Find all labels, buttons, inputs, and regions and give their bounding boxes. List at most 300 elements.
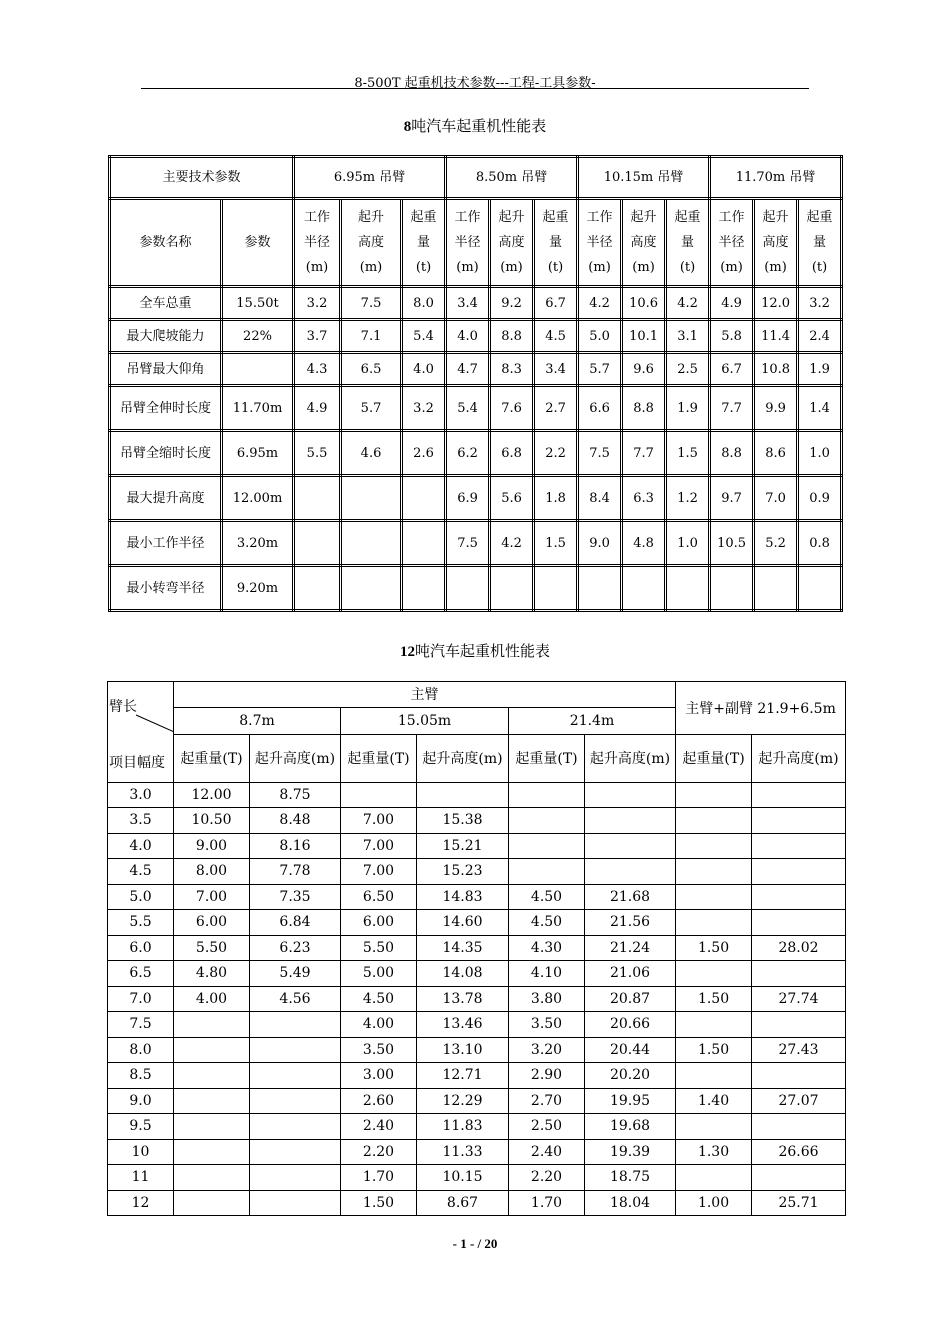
row-param: 11.70m [222,386,294,431]
value-cell: 5.5 [294,431,341,476]
value-cell [402,566,446,611]
value-cell [676,1063,752,1089]
table-row [110,476,842,521]
value-cell [752,884,846,910]
value-cell: 4.00 [341,1012,417,1038]
radius-cell: 8.5 [108,1063,174,1089]
value-cell [509,859,585,885]
value-cell: 4.9 [294,386,341,431]
radius-cell: 3.5 [108,808,174,834]
value-cell: 1.9 [798,353,842,386]
value-cell: 6.50 [341,884,417,910]
subheader-line: 起升 [358,210,385,225]
value-cell: 2.40 [341,1114,417,1140]
value-cell: 5.7 [578,353,622,386]
subheader-line: 半径 [304,235,331,250]
value-cell: 7.7 [622,431,666,476]
value-cell: 7.6 [490,386,534,431]
value-cell: 10.8 [754,353,798,386]
value-cell [341,782,417,808]
subheader-cell [446,199,490,287]
subheader-cell [622,199,666,287]
value-cell: 26.66 [752,1139,846,1165]
value-cell: 2.90 [509,1063,585,1089]
value-cell: 4.3 [294,353,341,386]
subheader-line: 半径 [718,235,745,250]
value-cell [294,566,341,611]
value-cell: 2.2 [534,431,578,476]
value-cell: 12.29 [417,1088,509,1114]
value-cell: 4.6 [341,431,402,476]
value-cell: 20.20 [585,1063,676,1089]
radius-cell: 6.0 [108,935,174,961]
value-cell: 0.9 [798,476,842,521]
subheader-line: 半径 [454,235,481,250]
value-cell: 2.50 [509,1114,585,1140]
subheader-cell [710,199,754,287]
subheader-cell [534,199,578,287]
value-cell: 1.50 [676,986,752,1012]
value-cell: 21.06 [585,961,676,987]
value-cell: 5.4 [446,386,490,431]
row-name: 最大爬坡能力 [110,320,222,353]
value-cell: 6.6 [578,386,622,431]
value-cell: 13.46 [417,1012,509,1038]
crane-12t-table [107,681,846,1216]
table-row [110,521,842,566]
table-row [108,808,846,834]
load-header: 起重量(T) [174,734,250,782]
value-cell: 8.67 [417,1190,509,1216]
value-cell [174,1139,250,1165]
value-cell: 28.02 [752,935,846,961]
value-cell: 7.5 [446,521,490,566]
value-cell [752,833,846,859]
value-cell: 13.78 [417,986,509,1012]
subheader-line: 起重 [410,210,437,225]
value-cell: 5.00 [341,961,417,987]
value-cell [676,961,752,987]
radius-cell: 12 [108,1190,174,1216]
row-name: 最大提升高度 [110,476,222,521]
value-cell: 4.56 [250,986,341,1012]
value-cell: 8.48 [250,808,341,834]
value-cell: 25.71 [752,1190,846,1216]
value-cell: 3.4 [534,353,578,386]
value-cell: 12.71 [417,1063,509,1089]
value-cell [250,1063,341,1089]
crane-8t-table [108,155,843,612]
value-cell: 9.6 [622,353,666,386]
value-cell [250,1114,341,1140]
value-cell: 9.00 [174,833,250,859]
load-header: 起重量(T) [676,734,752,782]
value-cell: 4.00 [174,986,250,1012]
subheader-cell [666,199,710,287]
value-cell: 8.0 [402,287,446,320]
table2-title-text: 吨汽车起重机性能表 [414,642,550,660]
value-cell [585,859,676,885]
value-cell: 1.50 [676,1037,752,1063]
value-cell: 6.7 [710,353,754,386]
subheader-line: 工作 [304,210,331,225]
value-cell: 5.50 [174,935,250,961]
value-cell: 18.04 [585,1190,676,1216]
value-cell: 4.30 [509,935,585,961]
radius-cell: 5.0 [108,884,174,910]
value-cell: 4.0 [446,320,490,353]
subheader-line: 工作 [586,210,613,225]
value-cell [174,1037,250,1063]
value-cell: 2.20 [509,1165,585,1191]
row-name: 最小工作半径 [110,521,222,566]
value-cell: 14.83 [417,884,509,910]
value-cell [676,859,752,885]
value-cell: 2.5 [666,353,710,386]
subheader-line: (m) [588,260,611,275]
value-cell: 2.6 [402,431,446,476]
subheader-line: (t) [811,260,828,275]
radius-cell: 9.0 [108,1088,174,1114]
value-cell [752,910,846,936]
value-cell [250,1139,341,1165]
row-name: 吊臂全伸时长度 [110,386,222,431]
value-cell [294,521,341,566]
value-cell: 8.6 [754,431,798,476]
subheader-line: 高度 [498,235,525,250]
value-cell: 1.00 [676,1190,752,1216]
subheader-cell [294,199,341,287]
value-cell: 4.10 [509,961,585,987]
value-cell [585,808,676,834]
value-cell [676,910,752,936]
value-cell [250,1037,341,1063]
subheader-line: 高度 [358,235,385,250]
subheader-line: (m) [764,260,787,275]
value-cell: 7.1 [341,320,402,353]
value-cell: 3.00 [341,1063,417,1089]
row-param: 9.20m [222,566,294,611]
subheader-line: (t) [547,260,564,275]
subheader-line: 高度 [630,235,657,250]
value-cell: 9.0 [578,521,622,566]
value-cell: 12.0 [754,287,798,320]
value-cell: 4.2 [578,287,622,320]
table-row [108,1037,846,1063]
value-cell: 1.70 [509,1190,585,1216]
subheader-line: 起升 [498,210,525,225]
table-row [108,1012,846,1038]
value-cell: 8.8 [490,320,534,353]
radius-cell: 10 [108,1139,174,1165]
length-header-1: 8.7m [174,707,341,734]
value-cell: 10.50 [174,808,250,834]
value-cell [752,1063,846,1089]
radius-cell: 7.0 [108,986,174,1012]
value-cell: 19.39 [585,1139,676,1165]
value-cell [509,782,585,808]
table-row [108,961,846,987]
subheader-line: 起升 [630,210,657,225]
value-cell: 8.3 [490,353,534,386]
boom-header-3: 10.15m 吊臂 [578,157,710,199]
value-cell: 3.7 [294,320,341,353]
value-cell: 7.00 [341,808,417,834]
value-cell: 2.70 [509,1088,585,1114]
main-boom-header: 主臂 [174,682,676,708]
value-cell [250,1012,341,1038]
subheader-line: (m) [456,260,479,275]
value-cell: 5.0 [578,320,622,353]
table-row [108,884,846,910]
value-cell: 1.50 [676,935,752,961]
subheader-line: 起升 [762,210,789,225]
table-row [108,910,846,936]
subheader-line: (t) [679,260,696,275]
row-name: 最小转弯半径 [110,566,222,611]
value-cell: 5.8 [710,320,754,353]
subheader-cell [578,199,622,287]
value-cell [402,521,446,566]
value-cell: 4.5 [534,320,578,353]
value-cell [676,884,752,910]
value-cell [676,1114,752,1140]
value-cell: 10.5 [710,521,754,566]
value-cell [798,566,842,611]
value-cell: 3.50 [509,1012,585,1038]
table-row [108,1190,846,1216]
header-rule [141,88,809,89]
table-row [108,935,846,961]
value-cell: 3.1 [666,320,710,353]
value-cell [174,1088,250,1114]
table-row [110,320,842,353]
value-cell [341,476,402,521]
value-cell [294,476,341,521]
value-cell: 14.08 [417,961,509,987]
value-cell: 4.50 [341,986,417,1012]
table-row [110,431,842,476]
value-cell: 1.70 [341,1165,417,1191]
value-cell: 1.4 [798,386,842,431]
value-cell: 6.8 [490,431,534,476]
radius-cell: 3.0 [108,782,174,808]
corner-cell [108,682,174,783]
table-row [108,1088,846,1114]
value-cell [676,1165,752,1191]
value-cell: 4.8 [622,521,666,566]
value-cell: 6.84 [250,910,341,936]
value-cell [585,833,676,859]
subheader-line: 起重 [674,210,701,225]
value-cell [509,833,585,859]
value-cell: 4.0 [402,353,446,386]
value-cell: 14.35 [417,935,509,961]
table-row [108,1165,846,1191]
value-cell: 2.40 [509,1139,585,1165]
value-cell: 6.00 [174,910,250,936]
table-row [110,566,842,611]
value-cell [752,782,846,808]
subheader-line: 起重 [806,210,833,225]
value-cell: 19.95 [585,1088,676,1114]
value-cell: 2.60 [341,1088,417,1114]
value-cell: 9.9 [754,386,798,431]
row-name: 吊臂最大仰角 [110,353,222,386]
subheader-line: 量 [813,235,827,250]
radius-cell: 4.5 [108,859,174,885]
value-cell [509,808,585,834]
value-cell [578,566,622,611]
row-param: 12.00m [222,476,294,521]
value-cell: 14.60 [417,910,509,936]
value-cell: 3.20 [509,1037,585,1063]
table-row [108,1139,846,1165]
value-cell: 20.87 [585,986,676,1012]
subheader-cell [798,199,842,287]
value-cell: 7.00 [341,859,417,885]
value-cell: 4.2 [666,287,710,320]
value-cell [676,833,752,859]
value-cell: 3.80 [509,986,585,1012]
value-cell: 1.2 [666,476,710,521]
subheader-line: 半径 [586,235,613,250]
value-cell: 10.15 [417,1165,509,1191]
row-name: 全车总重 [110,287,222,320]
value-cell: 2.20 [341,1139,417,1165]
load-header: 起重量(T) [509,734,585,782]
radius-cell: 9.5 [108,1114,174,1140]
value-cell: 7.78 [250,859,341,885]
subheader-line: (m) [500,260,523,275]
subheader-cell [402,199,446,287]
value-cell: 2.4 [798,320,842,353]
radius-cell: 5.5 [108,910,174,936]
table1-title-number: 8 [403,119,412,135]
value-cell: 4.7 [446,353,490,386]
table-row [108,986,846,1012]
subheader-line: (t) [415,260,432,275]
value-cell: 1.5 [534,521,578,566]
boom-header-2: 8.50m 吊臂 [446,157,578,199]
value-cell: 6.5 [341,353,402,386]
value-cell: 11.83 [417,1114,509,1140]
value-cell: 5.49 [250,961,341,987]
value-cell: 0.8 [798,521,842,566]
row-param [222,353,294,386]
value-cell [752,1012,846,1038]
table1-title [0,115,950,136]
table-row [110,353,842,386]
param-header: 参数 [222,199,294,287]
value-cell [710,566,754,611]
value-cell: 1.0 [798,431,842,476]
value-cell: 3.2 [798,287,842,320]
value-cell: 10.6 [622,287,666,320]
value-cell: 6.00 [341,910,417,936]
value-cell [174,1190,250,1216]
value-cell: 8.75 [250,782,341,808]
length-header-2: 15.05m [341,707,509,734]
value-cell: 1.30 [676,1139,752,1165]
value-cell: 15.23 [417,859,509,885]
value-cell: 6.9 [446,476,490,521]
row-param: 22% [222,320,294,353]
value-cell: 3.2 [294,287,341,320]
value-cell: 7.00 [341,833,417,859]
value-cell: 3.4 [446,287,490,320]
value-cell [250,1190,341,1216]
subheader-line: (m) [720,260,743,275]
value-cell: 2.7 [534,386,578,431]
table-row [108,782,846,808]
value-cell: 10.1 [622,320,666,353]
value-cell [341,566,402,611]
value-cell [174,1114,250,1140]
value-cell: 21.68 [585,884,676,910]
subheader-line: (m) [359,260,383,275]
corner-bottom-label: 项目幅度 [109,754,165,771]
value-cell: 8.16 [250,833,341,859]
value-cell [417,782,509,808]
value-cell: 5.50 [341,935,417,961]
value-cell [534,566,578,611]
value-cell [250,1088,341,1114]
value-cell: 8.8 [710,431,754,476]
row-param: 3.20m [222,521,294,566]
height-header: 起升高度(m) [585,734,676,782]
value-cell: 1.40 [676,1088,752,1114]
value-cell: 1.0 [666,521,710,566]
value-cell: 4.9 [710,287,754,320]
value-cell [752,1165,846,1191]
value-cell [174,1012,250,1038]
value-cell: 4.80 [174,961,250,987]
value-cell: 27.43 [752,1037,846,1063]
value-cell: 8.8 [622,386,666,431]
aux-boom-header: 主臂+副臂 21.9+6.5m [676,682,846,735]
value-cell [402,476,446,521]
radius-cell: 4.0 [108,833,174,859]
value-cell: 1.5 [666,431,710,476]
value-cell: 7.5 [341,287,402,320]
value-cell: 15.21 [417,833,509,859]
value-cell: 6.3 [622,476,666,521]
height-header: 起升高度(m) [417,734,509,782]
value-cell: 19.68 [585,1114,676,1140]
value-cell [174,1063,250,1089]
value-cell: 8.4 [578,476,622,521]
value-cell: 5.4 [402,320,446,353]
value-cell: 1.9 [666,386,710,431]
value-cell: 13.10 [417,1037,509,1063]
radius-cell: 7.5 [108,1012,174,1038]
value-cell [490,566,534,611]
value-cell: 15.38 [417,808,509,834]
page-header: 8-500T 起重机技术参数---工程-工具参数- [354,76,596,91]
value-cell: 6.23 [250,935,341,961]
subheader-line: (m) [305,260,329,275]
value-cell: 5.6 [490,476,534,521]
value-cell: 7.5 [578,431,622,476]
value-cell: 7.0 [754,476,798,521]
radius-cell: 8.0 [108,1037,174,1063]
value-cell: 5.2 [754,521,798,566]
value-cell: 5.7 [341,386,402,431]
value-cell [585,782,676,808]
value-cell: 7.35 [250,884,341,910]
row-param: 15.50t [222,287,294,320]
